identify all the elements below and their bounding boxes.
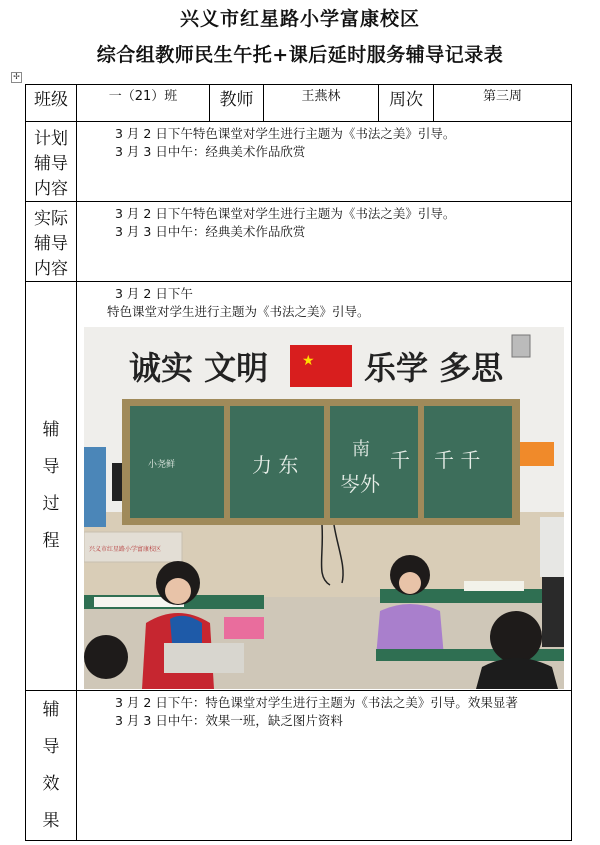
student-front-right-head — [490, 611, 542, 663]
actual-content[interactable]: 3 月 2 日下午特色课堂对学生进行主题为《书法之美》引导。 3 月 3 日中午：经典美术作品欣赏 — [77, 202, 572, 282]
chair-left — [164, 643, 244, 673]
wall-speaker — [112, 463, 122, 501]
student-left-face — [165, 578, 191, 604]
classroom-photo[interactable] — [84, 327, 564, 689]
board-chars-c3: 千 — [390, 448, 410, 472]
planned-row — [26, 122, 572, 202]
paper-right — [464, 581, 524, 591]
effect-label: 辅 导 效 果 — [26, 691, 77, 841]
slogan-right: 乐学 多思 — [364, 349, 504, 387]
poster-right — [520, 442, 554, 466]
week-value[interactable]: 第三周 — [434, 85, 572, 122]
board-chars-b: 力 东 — [252, 453, 299, 477]
poster-left — [84, 447, 106, 527]
effect-content[interactable]: 3 月 2 日下午：特色课堂对学生进行主题为《书法之美》引导。效果显著 3 月 3 日中午：效果一班，缺乏图片资料 — [77, 691, 572, 841]
title-form: 综合组教师民生午托+课后延时服务辅导记录表 — [96, 44, 504, 66]
board-chars-c1: 南 — [352, 439, 370, 460]
planned-label: 计划 辅导 内容 — [26, 122, 77, 202]
slogan-left: 诚实 文明 — [129, 349, 269, 387]
process-label: 辅 导 过 程 — [26, 282, 77, 691]
teacher-value[interactable]: 王燕林 — [264, 85, 379, 122]
desk-sign: 兴义市红星路小学富康校区 — [89, 546, 162, 553]
student-front-head — [84, 635, 128, 679]
class-value[interactable]: 一（21）班 — [77, 85, 210, 122]
process-row — [26, 282, 572, 691]
record-table — [25, 84, 572, 841]
process-content[interactable]: 3 月 2 日下午 特色课堂对学生进行主题为《书法之美》引导。 诚实 文明 ★ 乐学 多思 小尧鲜 力 东 南 岑外 千 千 千 兴义市红星路小学富康校区 — [77, 282, 572, 691]
table-move-handle-icon[interactable]: ✢ — [11, 72, 22, 83]
planned-content[interactable]: 3 月 2 日下午特色课堂对学生进行主题为《书法之美》引导。 3 月 3 日中午：经典美术作品欣赏 — [77, 122, 572, 202]
speaker — [512, 335, 530, 357]
actual-row — [26, 202, 572, 282]
flag — [290, 345, 352, 387]
student-right-face — [399, 572, 421, 594]
week-label: 周次 — [379, 85, 434, 122]
board-chars-d: 千 千 — [434, 448, 481, 472]
header-row — [26, 85, 572, 122]
flag-star-icon: ★ — [302, 353, 315, 369]
actual-label: 实际 辅导 内容 — [26, 202, 77, 282]
pencil-case — [224, 617, 264, 639]
board-panel-a — [130, 406, 224, 518]
class-label: 班级 — [26, 85, 77, 122]
water-dispenser — [540, 517, 564, 577]
student-far-right — [542, 577, 564, 647]
effect-row — [26, 691, 572, 841]
board-name: 小尧鲜 — [148, 460, 176, 470]
board-chars-c2: 岑外 — [340, 472, 380, 496]
title-school: 兴义市红星路小学富康校区 — [179, 8, 420, 30]
teacher-label: 教师 — [210, 85, 264, 122]
